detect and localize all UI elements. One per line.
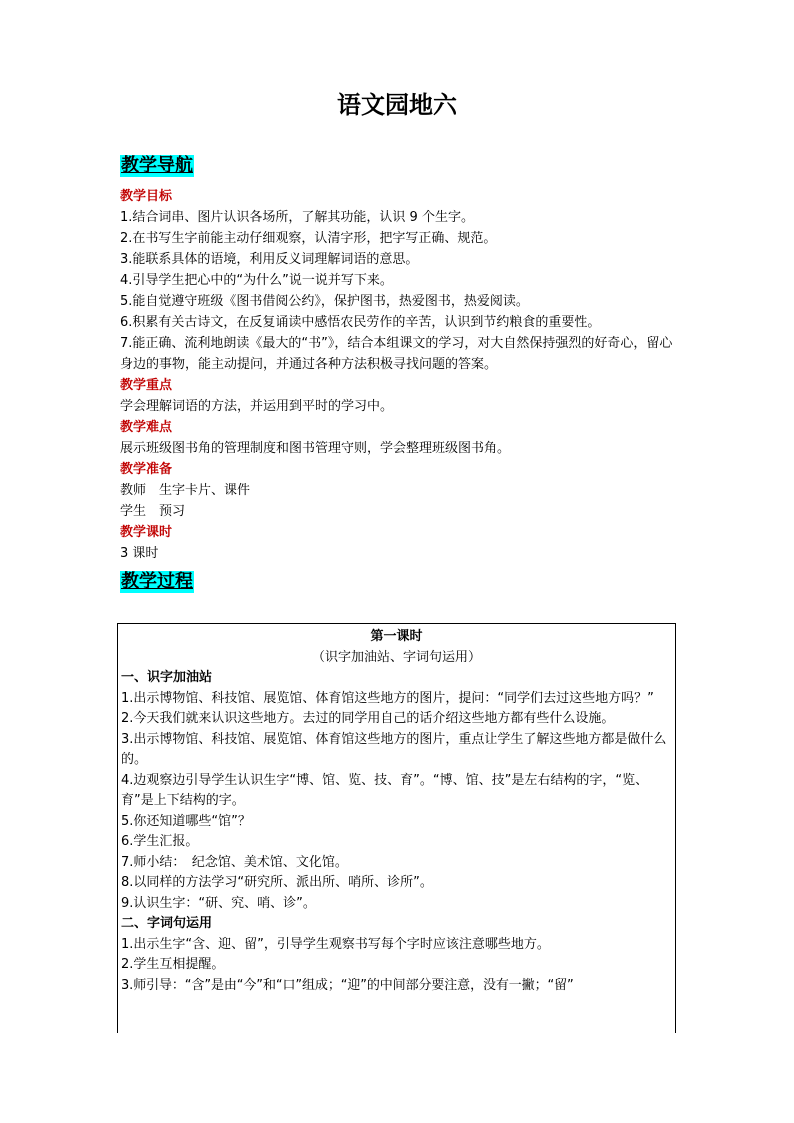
goal-item: 1.结合词串、图片认识各场所，了解其功能，认识 9 个生字。: [120, 210, 474, 225]
lesson-item: 1.出示生字“含、迎、留”，引导学生观察书写每个字时应该注意哪些地方。: [121, 936, 550, 952]
goal-item: 7.能正确、流利地朗读《最大的“书”》，结合本组课文的学习，对大自然保持强烈的好奇心，留心身边的事物，能主动提问，并通过各种方法积极寻找问题的答案。: [120, 336, 673, 372]
lesson-title: 第一课时: [370, 629, 423, 644]
goal-item: 5.能自觉遵守班级《图书借阅公约》，保护图书，热爱图书，热爱阅读。: [120, 294, 529, 309]
goal-item: 2.在书写生字前能主动仔细观察，认清字形，把字写正确、规范。: [120, 231, 497, 246]
lesson-item: 7.师小结： 纪念馆、美术馆、文化馆。: [121, 854, 348, 870]
difficulty-text: 展示班级图书角的管理制度和图书管理守则，学会整理班级图书角。: [120, 441, 511, 456]
hours-label: 教学课时: [120, 525, 173, 540]
prep-label: 教学准备: [120, 462, 173, 477]
teaching-navigation: [120, 186, 680, 564]
lesson-item: 5.你还知道哪些“馆”？: [121, 813, 251, 829]
lesson-item: 2.学生互相提醒。: [121, 957, 225, 972]
part1-heading: 一、识字加油站: [121, 670, 213, 685]
lesson-item: 8.以同样的方法学习“研究所、派出所、哨所、诊所”。: [121, 875, 433, 890]
goal-item: 4.引导学生把心中的“为什么”说一说并写下来。: [120, 273, 393, 288]
lesson-item: 9.认识生字：“研、究、哨、诊”。: [121, 895, 316, 911]
key-label: 教学重点: [120, 378, 173, 393]
lesson-item: 4.边观察边引导学生认识生字“博、馆、览、技、育”。“博、馆、技”是左右结构的字，“览、育”是上下结构的字。: [121, 772, 649, 808]
prep-student: 学生 预习: [120, 504, 186, 519]
goal-item: 6.积累有关古诗文，在反复诵读中感悟农民劳作的辛苦，认识到节约粮食的重要性。: [120, 315, 601, 330]
lesson-item: 6.学生汇报。: [121, 834, 199, 849]
prep-teacher: 教师 生字卡片、课件: [120, 483, 251, 498]
goals-label: 教学目标: [120, 189, 173, 204]
lesson-table: [117, 623, 676, 1033]
hours-text: 3 课时: [120, 546, 159, 561]
section-heading-nav: 教学导航: [121, 155, 193, 176]
lesson-item: 3.出示博物馆、科技馆、展览馆、体育馆这些地方的图片，重点让学生了解这些地方都是做什么的。: [121, 731, 667, 767]
lesson-item: 2.今天我们就来认识这些地方。去过的同学用自己的话介绍这些地方都有些什么设施。: [121, 711, 615, 726]
lesson-item: 1.出示博物馆、科技馆、展览馆、体育馆这些地方的图片，提问：“同学们去过这些地方吗？”: [121, 690, 654, 706]
goal-item: 3.能联系具体的语境，利用反义词理解词语的意思。: [120, 252, 419, 267]
key-text: 学会理解词语的方法，并运用到平时的学习中。: [120, 399, 394, 414]
difficulty-label: 教学难点: [120, 420, 173, 435]
lesson-item: 3.师引导：“含”是由“今”和“口”组成；“迎”的中间部分要注意，没有一撇；“留”: [121, 977, 574, 993]
lesson-subtitle: （识字加油站、字词句运用）: [311, 650, 481, 665]
part2-heading: 二、字词句运用: [121, 916, 213, 931]
page-title: 语文园地六: [337, 90, 457, 119]
section-heading-process: 教学过程: [121, 571, 193, 592]
